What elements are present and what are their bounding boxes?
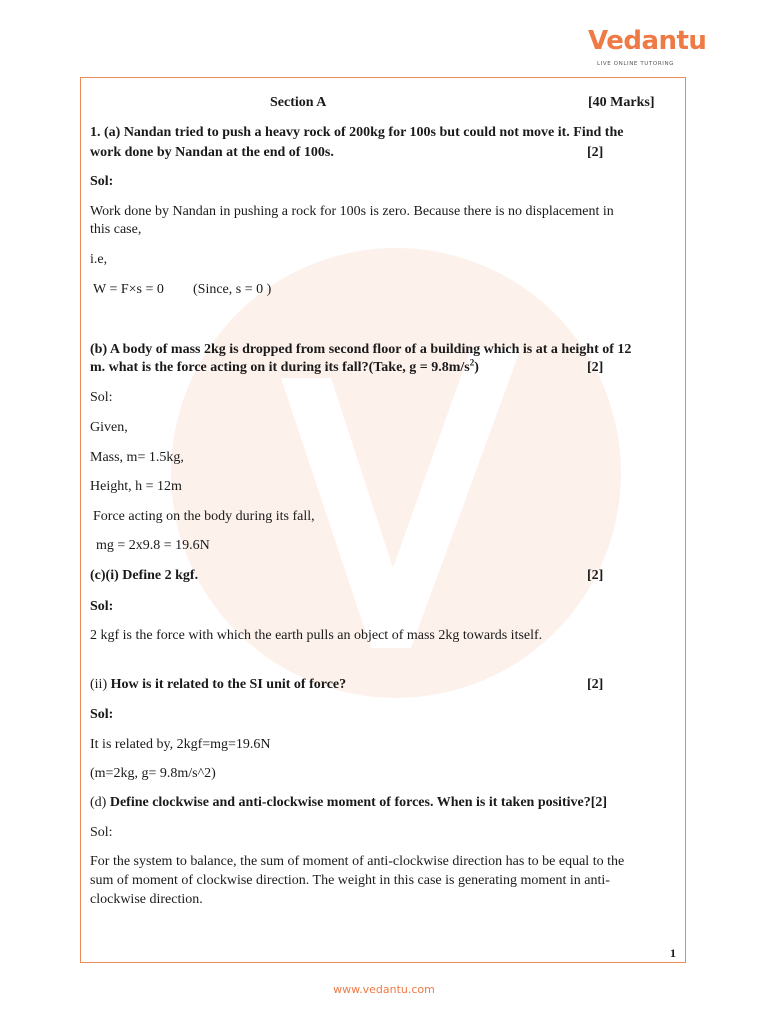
section-title: Section A bbox=[270, 95, 327, 110]
q1a-ie: i.e, bbox=[90, 252, 108, 267]
q1c2-question: (ii) How is it related to the SI unit of force? bbox=[90, 677, 347, 692]
q1c2-answer-line2: (m=2kg, g= 9.8m/s^2) bbox=[90, 766, 216, 781]
footer-link[interactable]: www.vedantu.com bbox=[333, 983, 435, 996]
q1b-height: Height, h = 12m bbox=[90, 479, 182, 494]
q1b-force-text: Force acting on the body during its fall, bbox=[93, 509, 315, 524]
q1b-line1: (b) A body of mass 2kg is dropped from second floor of a building which is at a height of 12 bbox=[90, 342, 632, 357]
q1d-answer-line1: For the system to balance, the sum of moment of anti-clockwise direction has to be equal to the bbox=[90, 854, 625, 869]
q1c1-question: (c)(i) Define 2 kgf. bbox=[90, 568, 199, 583]
q1a-answer-line1: Work done by Nandan in pushing a rock for 100s is zero. Because there is no displacement in bbox=[90, 204, 614, 219]
q1d-sol-label: Sol: bbox=[90, 825, 113, 840]
q1c1-marks: [2] bbox=[587, 568, 604, 583]
logo-tagline: LIVE ONLINE TUTORING bbox=[597, 61, 675, 67]
q1b-sol-label: Sol: bbox=[90, 390, 113, 405]
q1a-marks: [2] bbox=[587, 145, 604, 160]
q1a-answer-line2: this case, bbox=[90, 222, 142, 237]
q1a-sol-label: Sol: bbox=[90, 174, 114, 189]
logo-wordmark: Vedantu bbox=[588, 26, 707, 56]
q1d-answer-line3: clockwise direction. bbox=[90, 892, 203, 907]
q1d-answer-line2: sum of moment of clockwise direction. The weight in this case is generating moment in anti- bbox=[90, 873, 610, 888]
page-number: 1 bbox=[670, 946, 676, 960]
q1a-equation: W = F×s = 0 bbox=[93, 282, 164, 297]
q1a-line1: 1. (a) Nandan tried to push a heavy rock of 200kg for 100s but could not move it. Find the bbox=[90, 125, 624, 140]
q1c1-answer: 2 kgf is the force with which the earth pulls an object of mass 2kg towards itself. bbox=[90, 628, 543, 643]
q1a-line2: work done by Nandan at the end of 100s. bbox=[90, 145, 334, 160]
q1b-equation: mg = 2x9.8 = 19.6N bbox=[96, 538, 210, 553]
q1c2-marks: [2] bbox=[587, 677, 604, 692]
q1b-line2: m. what is the force acting on it during its fall?(Take, $g = 9.8m/s^2$) bbox=[90, 357, 479, 375]
q1b-mass: Mass, m= 1.5kg, bbox=[90, 450, 184, 465]
section-marks: [40 Marks] bbox=[588, 95, 655, 110]
q1c1-sol-label: Sol: bbox=[90, 599, 114, 614]
q1d-question: (d) Define clockwise and anti-clockwise moment of forces. When is it taken positive?[2] bbox=[90, 795, 608, 810]
q1c2-sol-label: Sol: bbox=[90, 707, 114, 722]
q1b-marks: [2] bbox=[587, 360, 604, 375]
q1c2-answer-line1: It is related by, 2kgf=mg=19.6N bbox=[90, 737, 271, 752]
q1a-since: (Since, s = 0 ) bbox=[193, 282, 272, 297]
q1b-given: Given, bbox=[90, 420, 128, 435]
vedantu-logo bbox=[588, 26, 707, 74]
